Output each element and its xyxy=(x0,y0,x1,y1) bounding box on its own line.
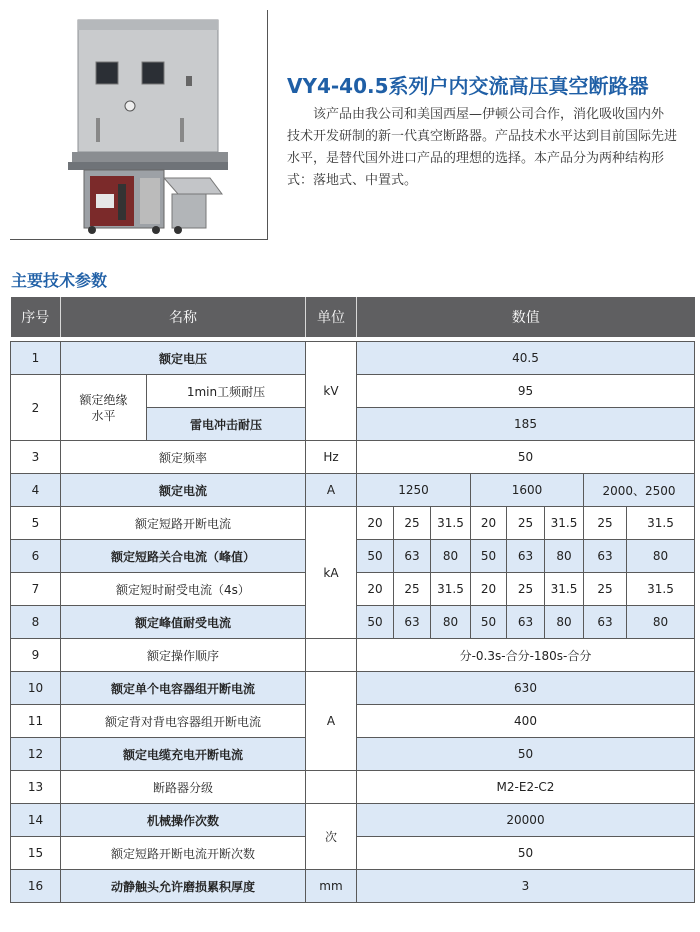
row-value: 80 xyxy=(431,540,471,573)
row-value: 50 xyxy=(357,606,394,639)
row-seq: 12 xyxy=(11,738,61,771)
row-value: 31.5 xyxy=(431,573,471,606)
row-value: 25 xyxy=(584,573,627,606)
row-value: 20 xyxy=(357,573,394,606)
row-value: 50 xyxy=(471,540,507,573)
unit-times: 次 xyxy=(306,804,357,870)
row-value: 80 xyxy=(627,540,695,573)
table-row xyxy=(11,441,695,474)
row-name: 额定频率 xyxy=(61,441,306,474)
row-value: 2000、2500 xyxy=(584,474,695,507)
table-row xyxy=(11,804,695,837)
row-seq: 13 xyxy=(11,771,61,804)
row-value: 31.5 xyxy=(627,573,695,606)
row-value: 31.5 xyxy=(545,573,584,606)
row-value: 1250 xyxy=(357,474,471,507)
row-subname: 雷电冲击耐压 xyxy=(147,408,306,441)
row-value: 63 xyxy=(584,606,627,639)
row-unit: Hz xyxy=(306,441,357,474)
product-header xyxy=(0,0,700,246)
unit-kv: kV xyxy=(306,342,357,441)
row-name: 额定电压 xyxy=(61,342,306,375)
table-row xyxy=(11,342,695,375)
row-name: 额定短时耐受电流（4s） xyxy=(61,573,306,606)
row-name: 额定短路开断电流 xyxy=(61,507,306,540)
header-name: 名称 xyxy=(61,297,306,337)
row-value: 50 xyxy=(357,738,695,771)
row-value: 分-0.3s-合分-180s-合分 xyxy=(357,639,695,672)
row-value: 80 xyxy=(627,606,695,639)
row-name: 额定背对背电容器组开断电流 xyxy=(61,705,306,738)
row-name: 额定单个电容器组开断电流 xyxy=(61,672,306,705)
row-seq: 4 xyxy=(11,474,61,507)
row-seq: 10 xyxy=(11,672,61,705)
product-intro: 该产品由我公司和美国西屋—伊顿公司合作，消化吸收国内外 技术开发研制的新一代真空断路器。产品技术水平达到目前国际先进水平，是替代国外进口产品的理想的选择。本产品分为两种结构形式：落地式、中置式。 xyxy=(287,107,682,188)
row-unit: mm xyxy=(306,870,357,903)
row-seq: 16 xyxy=(11,870,61,903)
row-name: 额定短路开断电流开断次数 xyxy=(61,837,306,870)
row-value: 50 xyxy=(471,606,507,639)
row-seq: 14 xyxy=(11,804,61,837)
row-value: M2-E2-C2 xyxy=(357,771,695,804)
header-unit: 单位 xyxy=(306,297,357,337)
row-unit xyxy=(306,639,357,672)
row-value: 25 xyxy=(394,507,431,540)
row-name: 断路器分级 xyxy=(61,771,306,804)
header-value: 数值 xyxy=(357,297,695,337)
row-name: 额定操作顺序 xyxy=(61,639,306,672)
row-seq: 8 xyxy=(11,606,61,639)
unit-ka: kA xyxy=(306,507,357,639)
row-seq: 5 xyxy=(11,507,61,540)
row-value: 20000 xyxy=(357,804,695,837)
row-value: 3 xyxy=(357,870,695,903)
row-value: 25 xyxy=(584,507,627,540)
row-seq: 9 xyxy=(11,639,61,672)
row-seq: 6 xyxy=(11,540,61,573)
table-row xyxy=(11,870,695,903)
row-value: 25 xyxy=(507,573,545,606)
row-seq: 3 xyxy=(11,441,61,474)
row-value: 185 xyxy=(357,408,695,441)
row-value: 50 xyxy=(357,837,695,870)
row-value: 63 xyxy=(584,540,627,573)
table-row xyxy=(11,672,695,705)
row-name: 动静触头允许磨损累积厚度 xyxy=(61,870,306,903)
row-subname: 1min工频耐压 xyxy=(147,375,306,408)
product-photo-frame xyxy=(10,10,268,240)
row-value: 31.5 xyxy=(431,507,471,540)
row-value: 95 xyxy=(357,375,695,408)
row-unit: A xyxy=(306,474,357,507)
row-value: 25 xyxy=(507,507,545,540)
row-name: 额定短路关合电流（峰值） xyxy=(61,540,306,573)
row-value: 63 xyxy=(394,606,431,639)
table-row xyxy=(11,507,695,540)
row-value: 63 xyxy=(507,606,545,639)
row-value: 63 xyxy=(394,540,431,573)
row-value: 1600 xyxy=(471,474,584,507)
header-seq: 序号 xyxy=(11,297,61,337)
row-value: 80 xyxy=(545,606,584,639)
table-row xyxy=(11,639,695,672)
row-seq: 2 xyxy=(11,375,61,441)
row-value: 25 xyxy=(394,573,431,606)
table-row xyxy=(11,771,695,804)
row-value: 63 xyxy=(507,540,545,573)
row-value: 630 xyxy=(357,672,695,705)
row-value: 31.5 xyxy=(627,507,695,540)
row-seq: 1 xyxy=(11,342,61,375)
row-seq: 15 xyxy=(11,837,61,870)
vacuum-circuit-breaker-photo xyxy=(60,18,230,236)
row-value: 20 xyxy=(471,507,507,540)
row-value: 40.5 xyxy=(357,342,695,375)
row-seq: 11 xyxy=(11,705,61,738)
section-title: 主要技术参数 xyxy=(11,271,108,290)
row-group-name: 额定绝缘水平 xyxy=(61,375,147,441)
unit-a: A xyxy=(306,672,357,771)
row-unit xyxy=(306,771,357,804)
row-value: 400 xyxy=(357,705,695,738)
table-row xyxy=(11,474,695,507)
row-value: 80 xyxy=(431,606,471,639)
row-value: 20 xyxy=(357,507,394,540)
row-name: 额定电缆充电开断电流 xyxy=(61,738,306,771)
row-seq: 7 xyxy=(11,573,61,606)
row-name: 额定峰值耐受电流 xyxy=(61,606,306,639)
row-value: 80 xyxy=(545,540,584,573)
row-name: 额定电流 xyxy=(61,474,306,507)
row-value: 20 xyxy=(471,573,507,606)
product-title: VY4-40.5系列户内交流高压真空断路器 xyxy=(287,74,649,98)
row-name: 机械操作次数 xyxy=(61,804,306,837)
row-value: 50 xyxy=(357,441,695,474)
row-value: 31.5 xyxy=(545,507,584,540)
row-value: 50 xyxy=(357,540,394,573)
spec-table xyxy=(10,297,695,903)
